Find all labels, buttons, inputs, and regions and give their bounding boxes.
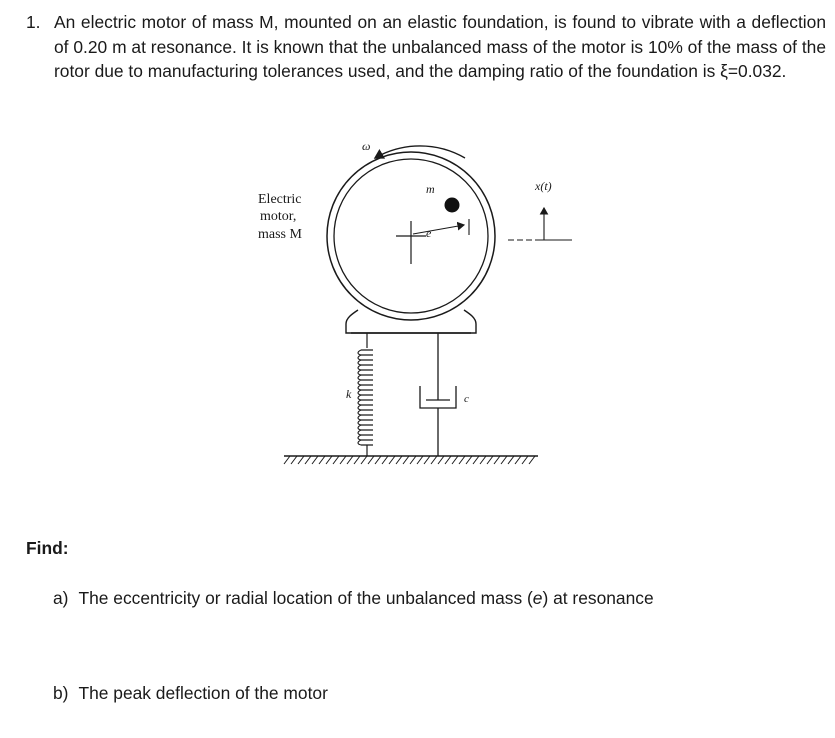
motor-vibration-figure xyxy=(250,138,590,468)
omega-label: ω xyxy=(362,139,371,153)
problem-statement xyxy=(26,10,826,84)
problem-number: 1. xyxy=(26,12,41,32)
question-part-b xyxy=(53,683,328,704)
problem-text: An electric motor of mass M, mounted on an elastic foundation, is found to vibrate with a deflection of 0.20 m at resonance. It is known that the unbalanced mass of the motor is 10% of the mass of the rotor due to manufacturing tolerances used, and the damping ratio of the foundation is ξ=0.032. xyxy=(54,12,826,82)
eccentricity-arrow xyxy=(413,225,464,234)
question-part-a xyxy=(53,588,654,609)
spring-k-coils xyxy=(358,350,361,445)
part-a-letter: a) xyxy=(53,588,69,608)
part-b-text: The peak deflection of the motor xyxy=(78,683,328,703)
damper-label: c xyxy=(464,393,469,405)
spring-label: k xyxy=(346,387,352,401)
find-heading: Find: xyxy=(26,538,69,558)
part-a-text-post: ) at resonance xyxy=(542,588,654,608)
eccentricity-label: e xyxy=(426,226,432,240)
mass-label: m xyxy=(426,182,435,196)
part-b-letter: b) xyxy=(53,683,69,703)
unbalanced-mass xyxy=(445,198,460,213)
spring-k xyxy=(361,350,373,445)
part-a-text-pre: The eccentricity or radial location of the unbalanced mass ( xyxy=(78,588,533,608)
ground-hatching xyxy=(284,456,535,464)
motor-label-line-2: motor, xyxy=(260,209,297,224)
part-a-variable: e xyxy=(532,588,543,608)
motor-diagram xyxy=(250,138,590,468)
displacement-label: x(t) xyxy=(535,179,552,193)
motor-label-line-1: Electric xyxy=(258,192,302,207)
motor-label-line-3: mass M xyxy=(258,227,302,242)
